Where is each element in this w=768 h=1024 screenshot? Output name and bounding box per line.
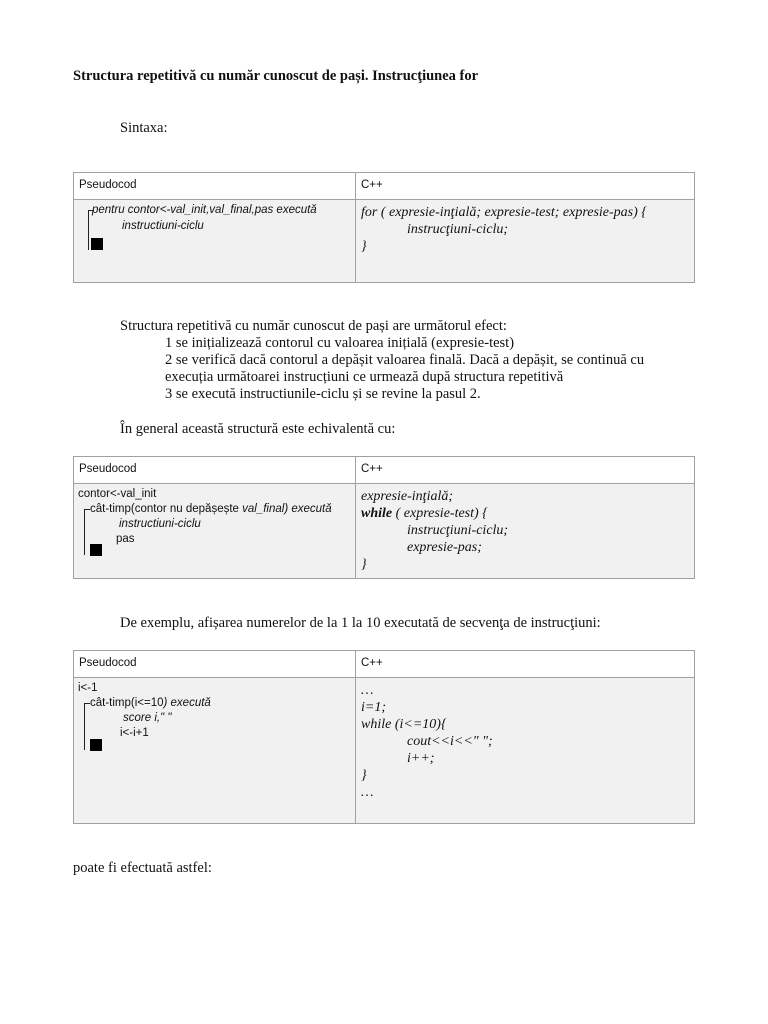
closing-text: poate fi efectuată astfel: [73, 860, 212, 876]
table3-pseudo-line2-italic: ) execută [163, 697, 211, 709]
effect-step3: 3 se execută instructiunile-ciclu și se revine la pasul 2. [165, 386, 481, 402]
table3-cpp-line3: while (i<=10){ [361, 717, 447, 732]
effect-step1: 1 se inițializează contorul cu valoarea inițială (expresie-test) [165, 335, 515, 351]
table2-header-cpp [356, 457, 695, 484]
table1-cpp-line2: instrucţiuni-ciclu; [407, 222, 509, 237]
equivalent-intro: În general această structură este echivalentă cu: [120, 421, 396, 437]
equivalent-table [73, 456, 695, 579]
table2-header-cpp-label: C++ [361, 463, 383, 475]
table2-pseudo-line3: instructiuni-ciclu [119, 518, 201, 530]
table2-cpp-line2-rest: ( expresie-test) { [392, 506, 488, 521]
table3-cpp-line5: i++; [407, 751, 435, 766]
loop-end-block-icon [91, 238, 103, 250]
table2-cpp-line5: } [361, 557, 367, 572]
loop-end-block-icon [90, 739, 102, 751]
table2-header-pseudocode-label: Pseudocod [79, 463, 137, 475]
table3-header-cpp [356, 651, 695, 678]
table1-cpp-line3: } [361, 239, 367, 254]
table2-header-pseudocode [74, 457, 356, 484]
table2-pseudo-line4: pas [116, 533, 135, 545]
table1-header-cpp [356, 173, 695, 200]
table3-pseudocode-cell [74, 678, 356, 824]
table1-cpp-cell [356, 200, 695, 283]
table2-pseudocode-cell [74, 484, 356, 579]
table1-pseudocode-cell [74, 200, 356, 283]
example-intro: De exemplu, afișarea numerelor de la 1 la 10 executată de secvenţa de instrucţiuni: [120, 615, 601, 631]
table2-pseudo-line2-plain: cât-timp(contor nu depășește [90, 503, 243, 515]
table3-cpp-line7: … [361, 785, 374, 800]
table3-header-cpp-label: C++ [361, 657, 383, 669]
effect-step2b: execuția următoarei instrucțiuni ce urmează după structura repetitivă [165, 369, 564, 385]
page-title: Structura repetitivă cu număr cunoscut de pași. Instrucţiunea for [73, 68, 479, 84]
table2-cpp-line4: expresie-pas; [407, 540, 482, 555]
loop-bracket-line [84, 509, 85, 555]
table3-cpp-line6: } [361, 768, 367, 783]
table2-pseudo-line2-italic: val_final) execută [242, 503, 332, 515]
loop-bracket-line [88, 210, 89, 250]
table3-cpp-line2: i=1; [361, 700, 386, 715]
table1-header-pseudocode [74, 173, 356, 200]
table2-cpp-line3: instrucţiuni-ciclu; [407, 523, 509, 538]
table2-pseudo-line1: contor<-val_init [78, 488, 157, 500]
table3-header-pseudocode [74, 651, 356, 678]
table3-pseudo-line2-plain: cât-timp(i<=10 [90, 697, 164, 709]
table1-pseudo-line2: instructiuni-ciclu [122, 220, 204, 232]
loop-end-block-icon [90, 544, 102, 556]
table3-cpp-cell [356, 678, 695, 824]
table2-cpp-cell [356, 484, 695, 579]
table2-pseudo-line2 [90, 503, 332, 515]
table3-pseudo-line4: i<-i+1 [120, 727, 149, 739]
table1-pseudo-line1: pentru contor<-val_init,val_final,pas execută [92, 204, 317, 216]
table1-header-pseudocode-label: Pseudocod [79, 179, 137, 191]
table1-cpp-line1: for ( expresie-inţială; expresie-test; expresie-pas) { [361, 205, 647, 220]
table3-cpp-line1: … [361, 683, 374, 698]
table2-cpp-line2 [361, 506, 488, 522]
table3-pseudo-line1: i<-1 [78, 682, 98, 694]
effect-step2a: 2 se verifică dacă contorul a depășit valoarea finală. Dacă a depășit, se continuă cu [165, 352, 645, 368]
table3-header-pseudocode-label: Pseudocod [79, 657, 137, 669]
syntax-table [73, 172, 695, 283]
table2-cpp-line1: expresie-inţială; [361, 489, 454, 504]
table3-cpp-line4: cout<<i<<" "; [407, 734, 493, 749]
loop-bracket-line [84, 703, 85, 750]
while-keyword: while [361, 506, 393, 521]
table3-pseudo-line3: score i," " [123, 712, 172, 724]
table1-header-cpp-label: C++ [361, 179, 383, 191]
syntax-label: Sintaxa: [120, 120, 168, 136]
example-table [73, 650, 695, 824]
table3-pseudo-line2 [90, 697, 211, 709]
effect-intro: Structura repetitivă cu număr cunoscut de pași are următorul efect: [120, 318, 507, 334]
